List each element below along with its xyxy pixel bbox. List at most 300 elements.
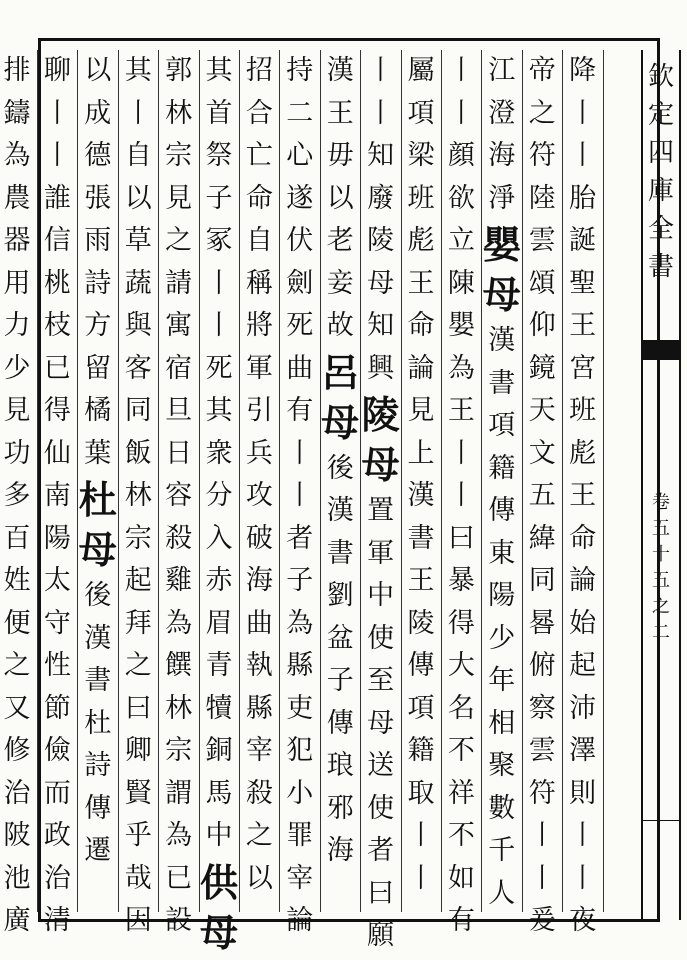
text-char: 陳: [447, 267, 475, 299]
text-char: 則: [569, 777, 597, 809]
text-char: 雲: [528, 225, 556, 256]
text-char: 海: [326, 835, 354, 866]
text-char: 詩: [84, 267, 112, 299]
text-char: 器: [3, 225, 31, 256]
text-char: 邪: [326, 792, 354, 824]
text-char: 命: [245, 182, 273, 214]
text-char: 人: [488, 877, 516, 909]
text-char: 為: [165, 607, 193, 639]
text-char: 書: [407, 522, 435, 554]
text-char: 馬: [205, 777, 233, 809]
text-char: 之: [245, 820, 273, 851]
text-char: 祥: [447, 777, 475, 809]
text-char: 分: [205, 480, 233, 511]
text-char: 至: [367, 665, 395, 696]
text-char: 南: [43, 480, 71, 511]
text-char: 降: [569, 55, 597, 86]
text-char: 節: [43, 692, 71, 724]
text-char: 犢: [205, 692, 233, 724]
text-char: 池: [3, 862, 31, 894]
text-char: 曰: [124, 692, 152, 724]
edge-band: [641, 340, 679, 360]
text-char: 姓: [3, 565, 31, 596]
text-char: 起: [124, 565, 152, 596]
text-char: 項: [488, 410, 516, 441]
book-title: [643, 58, 679, 286]
text-char: 少: [488, 622, 516, 654]
text-char: 澤: [569, 735, 597, 766]
text-char: 枝: [43, 310, 71, 341]
text-char: 鏡: [528, 352, 556, 384]
text-char: 命: [407, 310, 435, 341]
text-char: 王: [569, 480, 597, 511]
text-char: 死: [286, 310, 314, 341]
text-char: 丨: [528, 820, 556, 851]
text-char: 兵: [245, 437, 273, 469]
book-edge: [641, 50, 681, 920]
text-char: 緯: [528, 522, 556, 554]
text-char: 傳: [488, 495, 516, 526]
text-char: 帝: [528, 55, 556, 86]
text-char: 如: [447, 862, 475, 894]
text-char: 政: [43, 820, 71, 851]
text-char: 丨: [447, 480, 475, 511]
text-char: 梁: [407, 140, 435, 171]
text-char: 太: [43, 565, 71, 596]
text-char: 廣: [3, 905, 31, 936]
text-char: 起: [569, 650, 597, 681]
text-char: 天: [528, 395, 556, 426]
text-char: 銅: [205, 735, 233, 766]
text-char: 宗: [124, 522, 152, 554]
text-char: 寓: [165, 310, 193, 341]
text-char: 晷: [528, 607, 556, 639]
text-char: 符: [528, 777, 556, 809]
text-char: 見: [407, 395, 435, 426]
text-char: 德: [84, 140, 112, 171]
text-char: 縣: [286, 650, 314, 681]
title-char: 書: [647, 252, 674, 282]
text-char: 賢: [124, 777, 152, 809]
text-char: 為: [3, 140, 31, 171]
text-column: [563, 50, 604, 936]
text-char: 容: [165, 480, 193, 511]
text-char: 用: [3, 267, 31, 299]
text-char: 縣: [245, 692, 273, 724]
text-char: 功: [3, 437, 31, 469]
text-char: 客: [124, 352, 152, 384]
text-char: 乎: [124, 820, 152, 851]
text-char: 謂: [165, 777, 193, 809]
text-char: 其: [124, 55, 152, 86]
text-char: 宰: [286, 862, 314, 894]
text-char: 丨: [286, 480, 314, 511]
text-char: 罪: [286, 820, 314, 851]
text-char: 請: [165, 267, 193, 299]
text-char: 二: [286, 97, 314, 129]
text-char: 始: [569, 607, 597, 639]
title-char: 四: [647, 138, 674, 168]
text-char: 取: [407, 777, 435, 809]
text-char: 屬: [407, 55, 435, 86]
text-char: 夜: [569, 905, 597, 936]
text-column: [482, 50, 523, 912]
volume-char: 十: [652, 544, 670, 565]
text-char: 胎: [569, 182, 597, 214]
text-char: 項: [407, 97, 435, 129]
text-char: 劍: [286, 267, 314, 299]
text-char: 其: [205, 395, 233, 426]
text-char: 雞: [165, 565, 193, 596]
text-char: 陵: [367, 225, 395, 256]
text-char: 中: [367, 580, 395, 611]
text-char: 鑄: [3, 97, 31, 129]
entry-heading-char: 陵: [361, 392, 400, 437]
text-char: 王: [569, 310, 597, 341]
text-char: 見: [3, 395, 31, 426]
text-char: 不: [447, 820, 475, 851]
text-char: 沛: [569, 692, 597, 724]
text-char: 丨: [286, 437, 314, 469]
entry-heading-char: 供: [199, 859, 238, 905]
text-char: 誕: [569, 225, 597, 256]
text-char: 母: [367, 267, 395, 299]
text-char: 宿: [165, 352, 193, 384]
entry-heading-char: 母: [78, 527, 117, 572]
text-char: 又: [3, 692, 31, 724]
text-char: 願: [367, 920, 395, 951]
text-char: 雨: [84, 225, 112, 256]
text-char: 頌: [528, 267, 556, 299]
text-char: 丨: [205, 310, 233, 341]
text-char: 已: [43, 352, 71, 384]
text-char: 聚: [488, 750, 516, 781]
text-char: 冢: [205, 225, 233, 256]
text-char: 張: [84, 182, 112, 214]
text-char: 守: [43, 607, 71, 639]
text-char: 為: [165, 820, 193, 851]
text-char: 陽: [488, 580, 516, 611]
text-char: 卿: [124, 735, 152, 766]
text-char: 知: [367, 140, 395, 171]
text-char: 班: [569, 395, 597, 426]
entry-heading-char: 嬰: [482, 222, 521, 267]
text-char: 衆: [205, 437, 233, 469]
text-char: 治: [3, 777, 31, 809]
text-column: [522, 50, 563, 936]
volume-label: [643, 490, 679, 646]
text-char: 以: [84, 55, 112, 86]
text-char: 項: [407, 692, 435, 724]
text-char: 曰: [367, 877, 395, 909]
text-char: 者: [286, 522, 314, 554]
text-column: [441, 50, 482, 936]
text-char: 多: [3, 480, 31, 511]
text-char: 同: [528, 565, 556, 596]
text-char: 母: [367, 707, 395, 739]
entry-heading-char: 杜: [78, 477, 117, 522]
text-char: 顔: [447, 140, 475, 171]
title-char: 欽: [647, 62, 674, 92]
text-char: 清: [43, 905, 71, 936]
text-char: 丨: [124, 97, 152, 129]
volume-char: 五: [652, 518, 670, 539]
text-char: 以: [245, 862, 273, 894]
text-char: 丨: [447, 55, 475, 86]
text-char: 嬰: [447, 310, 475, 341]
text-char: 毋: [326, 140, 354, 171]
entry-heading-char: 母: [199, 909, 238, 955]
text-char: 與: [124, 310, 152, 341]
text-char: 中: [205, 820, 233, 851]
text-char: 桃: [43, 267, 71, 299]
text-char: 傳: [326, 707, 354, 739]
text-char: 傳: [84, 792, 112, 824]
text-char: 誰: [43, 182, 71, 214]
text-char: 飯: [124, 437, 152, 469]
text-char: 江: [488, 55, 516, 86]
text-char: 力: [3, 310, 31, 341]
text-char: 自: [124, 140, 152, 171]
text-char: 漢: [488, 325, 516, 356]
text-char: 之: [165, 225, 193, 256]
text-char: 子: [286, 565, 314, 596]
text-char: 立: [447, 225, 475, 256]
text-column: [280, 50, 321, 936]
text-char: 排: [3, 55, 31, 86]
text-char: 首: [205, 97, 233, 129]
text-char: 淨: [488, 182, 516, 214]
text-char: 宗: [165, 140, 193, 171]
text-char: 而: [43, 777, 71, 809]
text-column: [78, 50, 119, 912]
text-char: 數: [488, 792, 516, 824]
text-char: 漢: [407, 480, 435, 511]
text-char: 論: [569, 565, 597, 596]
text-char: 為: [447, 352, 475, 384]
text-char: 以: [326, 182, 354, 214]
text-char: 暴: [447, 565, 475, 596]
text-char: 因: [124, 905, 152, 936]
edge-rule: [643, 820, 679, 821]
text-char: 為: [286, 607, 314, 639]
text-char: 丨: [43, 140, 71, 171]
text-char: 丨: [569, 820, 597, 851]
volume-char: 五: [652, 570, 670, 591]
text-char: 遷: [84, 835, 112, 866]
text-char: 籍: [407, 735, 435, 766]
text-char: 犯: [286, 735, 314, 766]
text-char: 彪: [569, 437, 597, 469]
text-char: 海: [245, 565, 273, 596]
text-char: 旦: [165, 395, 193, 426]
text-char: 彪: [407, 225, 435, 256]
text-column: [159, 50, 200, 936]
text-char: 小: [286, 777, 314, 809]
text-char: 妾: [326, 267, 354, 299]
text-char: 名: [447, 692, 475, 724]
text-column: [199, 50, 240, 955]
text-char: 籍: [488, 452, 516, 484]
text-char: 者: [367, 835, 395, 866]
text-char: 文: [528, 437, 556, 469]
text-char: 之: [124, 650, 152, 681]
text-char: 王: [447, 395, 475, 426]
text-char: 上: [407, 437, 435, 469]
entry-heading-char: 母: [482, 272, 521, 317]
text-char: 丨: [205, 267, 233, 299]
text-char: 得: [447, 607, 475, 639]
text-char: 丨: [569, 140, 597, 171]
text-char: 爰: [528, 905, 556, 936]
text-char: 林: [165, 97, 193, 129]
text-char: 聖: [569, 267, 597, 299]
text-char: 子: [326, 665, 354, 696]
text-char: 青: [205, 650, 233, 681]
text-char: 百: [3, 522, 31, 554]
text-char: 同: [124, 395, 152, 426]
text-char: 丨: [367, 55, 395, 86]
text-char: 農: [3, 182, 31, 214]
text-char: 書: [84, 665, 112, 696]
entry-heading-char: 母: [321, 399, 360, 445]
text-char: 修: [3, 735, 31, 766]
text-char: 治: [43, 862, 71, 894]
text-char: 哉: [124, 862, 152, 894]
text-char: 論: [286, 905, 314, 936]
text-char: 丨: [447, 437, 475, 469]
text-char: 杜: [84, 707, 112, 739]
text-char: 有: [286, 395, 314, 426]
text-char: 漢: [326, 495, 354, 526]
text-char: 知: [367, 310, 395, 341]
text-char: 王: [407, 267, 435, 299]
text-char: 俯: [528, 650, 556, 681]
text-char: 心: [286, 140, 314, 171]
text-char: 留: [84, 352, 112, 384]
text-char: 仰: [528, 310, 556, 341]
text-char: 見: [165, 182, 193, 214]
title-char: 庫: [647, 176, 674, 206]
text-char: 眉: [205, 607, 233, 639]
text-char: 宗: [165, 735, 193, 766]
text-char: 曲: [245, 607, 273, 639]
text-char: 老: [326, 225, 354, 256]
text-char: 澄: [488, 97, 516, 129]
text-char: 亡: [245, 140, 273, 171]
text-column: [0, 50, 38, 936]
text-char: 仙: [43, 437, 71, 469]
text-char: 伏: [286, 225, 314, 256]
text-char: 少: [3, 352, 31, 384]
text-char: 使: [367, 792, 395, 824]
text-char: 破: [245, 522, 273, 554]
text-char: 丨: [528, 862, 556, 894]
text-char: 興: [367, 352, 395, 384]
text-char: 書: [488, 367, 516, 399]
text-char: 千: [488, 835, 516, 866]
text-char: 招: [245, 55, 273, 86]
text-char: 信: [43, 225, 71, 256]
text-char: 丨: [447, 97, 475, 129]
text-char: 相: [488, 707, 516, 739]
text-char: 饌: [165, 650, 193, 681]
text-char: 不: [447, 735, 475, 766]
text-char: 草: [124, 225, 152, 256]
text-char: 琅: [326, 750, 354, 781]
text-char: 成: [84, 97, 112, 129]
text-char: 執: [245, 650, 273, 681]
entry-heading-char: 呂: [321, 349, 360, 395]
text-char: 設: [165, 905, 193, 936]
text-char: 以: [124, 182, 152, 214]
text-char: 雲: [528, 735, 556, 766]
text-char: 陽: [43, 522, 71, 554]
text-char: 自: [245, 225, 273, 256]
text-char: 丨: [43, 97, 71, 129]
text-char: 殺: [245, 777, 273, 809]
text-char: 漢: [84, 622, 112, 654]
text-char: 橘: [84, 395, 112, 426]
text-char: 書: [326, 537, 354, 569]
text-char: 傳: [407, 650, 435, 681]
volume-char: 二: [652, 622, 670, 643]
text-char: 丨: [407, 820, 435, 851]
text-char: 海: [488, 140, 516, 171]
text-char: 送: [367, 750, 395, 781]
volume-char: 卷: [652, 492, 670, 513]
text-char: 符: [528, 140, 556, 171]
title-char: 全: [647, 214, 674, 244]
text-char: 郭: [165, 55, 193, 86]
text-char: 稱: [245, 267, 273, 299]
text-char: 盆: [326, 622, 354, 654]
text-char: 丨: [407, 862, 435, 894]
text-char: 之: [3, 650, 31, 681]
text-char: 軍: [245, 352, 273, 384]
text-char: 葉: [84, 437, 112, 469]
text-char: 丨: [367, 97, 395, 129]
text-char: 五: [528, 480, 556, 511]
text-char: 欲: [447, 182, 475, 214]
text-char: 祭: [205, 140, 233, 171]
text-char: 曲: [286, 352, 314, 384]
volume-char: 之: [652, 596, 670, 617]
text-char: 儉: [43, 735, 71, 766]
text-char: 漢: [326, 55, 354, 86]
text-char: 攻: [245, 480, 273, 511]
text-char: 宰: [245, 735, 273, 766]
text-char: 之: [528, 97, 556, 129]
text-char: 將: [245, 310, 273, 341]
text-char: 陂: [3, 820, 31, 851]
text-char: 東: [488, 537, 516, 569]
text-char: 入: [205, 522, 233, 554]
text-char: 年: [488, 665, 516, 696]
text-char: 持: [286, 55, 314, 86]
text-char: 使: [367, 622, 395, 654]
text-char: 軍: [367, 537, 395, 569]
text-char: 合: [245, 97, 273, 129]
text-char: 丨: [569, 97, 597, 129]
text-char: 殺: [165, 522, 193, 554]
text-char: 蔬: [124, 267, 152, 299]
text-char: 論: [407, 352, 435, 384]
text-char: 後: [326, 452, 354, 484]
text-column: [239, 50, 280, 912]
text-char: 詩: [84, 750, 112, 781]
text-char: 王: [326, 97, 354, 129]
